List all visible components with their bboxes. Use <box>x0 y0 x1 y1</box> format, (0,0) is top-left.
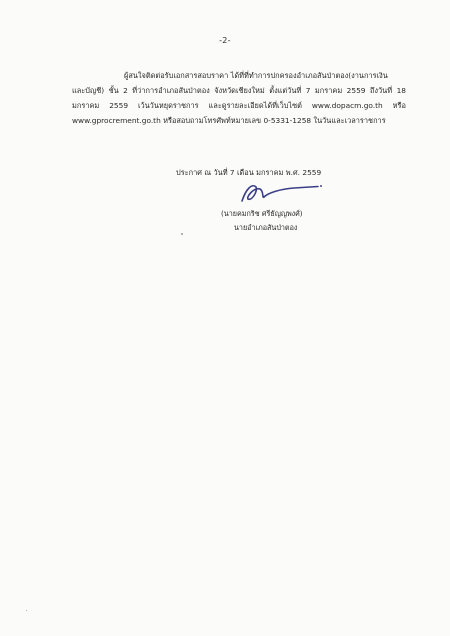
body-word: 2 <box>123 86 128 95</box>
body-word: และดูรายละเอียดได้ที่เว็บไซต์ <box>208 101 302 110</box>
body-word: 2559 <box>109 101 129 110</box>
scan-speck <box>26 610 27 611</box>
announcement-date: ประกาศ ณ วันที่ 7 เดือน มกราคม พ.ศ. 2559 <box>176 168 322 177</box>
signer-name: (นายคมกริช ศรีธัญญพงศ์) <box>221 209 303 218</box>
body-word: 18 <box>396 86 406 95</box>
body-line-4: www.gprocrement.go.th หรือสอบถามโทรศัพท์หมายเลข 0-5331-1258 ในวันและเวลาราชการ <box>72 116 386 125</box>
body-word: www.dopacm.go.th <box>311 101 383 110</box>
body-line-1: ผู้สนใจติดต่อรับเอกสารสอบราคา ได้ที่ที่ทำการปกครองอำเภอสันป่าตอง(งานการเงิน <box>124 71 388 80</box>
scan-speck <box>181 233 183 235</box>
body-word: มกราคม <box>72 101 100 110</box>
signature-image <box>230 175 330 207</box>
signature-dot <box>320 185 322 187</box>
body-word: 2559 <box>346 86 366 95</box>
body-word: ชั้น <box>108 86 119 95</box>
body-word: มกราคม <box>314 86 343 95</box>
body-word: ถึงวันที่ <box>369 86 393 95</box>
body-line-3 <box>72 98 406 113</box>
signer-title: นายอำเภอสันป่าตอง <box>234 223 298 232</box>
page-number: -2- <box>219 36 231 45</box>
body-word: 7 <box>305 86 311 95</box>
body-word: ตั้งแต่วันที่ <box>269 86 302 95</box>
body-line-2 <box>72 83 406 98</box>
body-word: จังหวัดเชียงใหม่ <box>214 86 265 95</box>
body-word: และบัญชี) <box>72 86 105 95</box>
body-paragraph <box>72 68 406 128</box>
body-word: หรือ <box>392 101 406 110</box>
body-word: ที่ว่าการอำเภอสันป่าตอง <box>132 86 210 95</box>
body-word: เว้นวันหยุดราชการ <box>137 101 199 110</box>
